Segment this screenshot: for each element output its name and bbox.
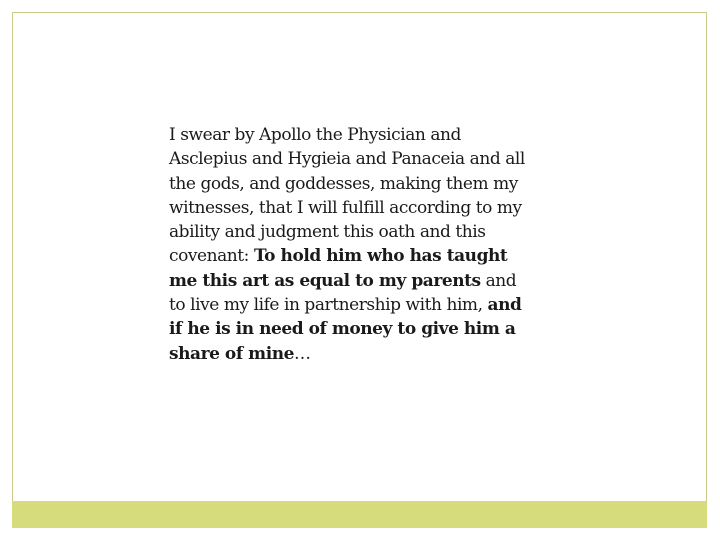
oath-emphasis-teacher: To hold him who has taught me this art as equal to my parents bbox=[169, 246, 508, 291]
hippocratic-oath-text bbox=[169, 123, 529, 366]
footer-accent-bar bbox=[12, 501, 707, 528]
oath-partnership: and to live my life in partnership with him, bbox=[169, 270, 517, 316]
oath-emphasis-money: and if he is in need of money to give him a share of mine bbox=[169, 295, 522, 364]
oath-intro: I swear by Apollo the Physician and Asclepius and Hygieia and Panaceia and all the gods, and goddesses, making them my witnesses, that I will fulfill according to my ability and judgment this oath and this covenant: bbox=[169, 125, 525, 267]
oath-ellipsis: … bbox=[293, 343, 311, 364]
